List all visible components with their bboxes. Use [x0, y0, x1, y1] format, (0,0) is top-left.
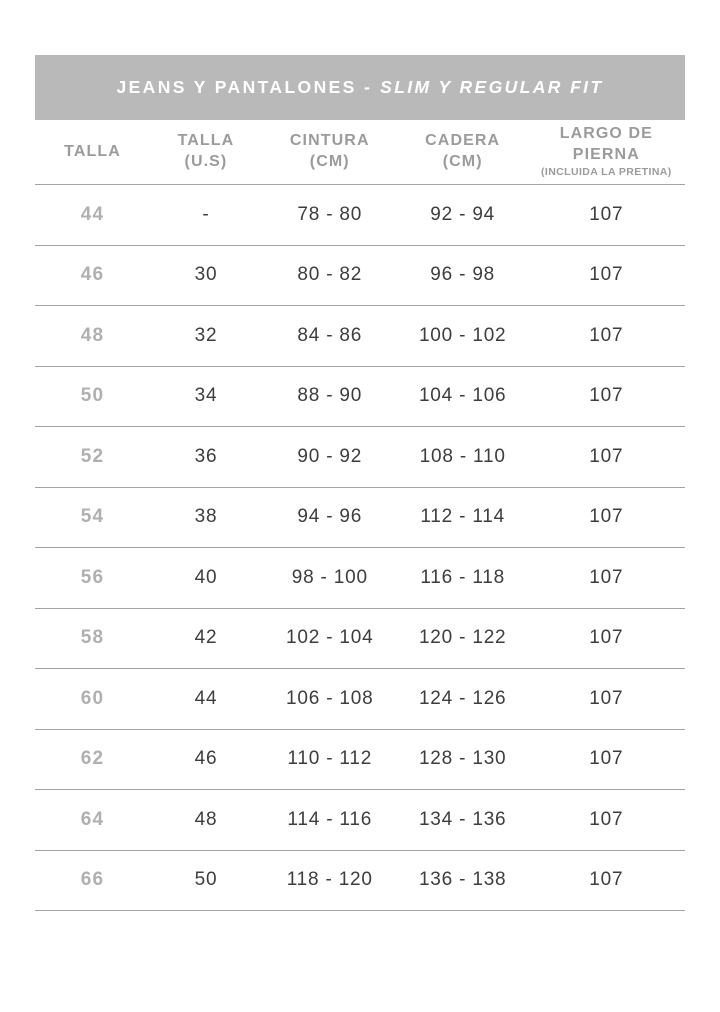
- column-header-label: LARGO DE: [559, 124, 653, 142]
- cell-talla: 62: [80, 748, 105, 770]
- cell-talla-us: 38: [194, 506, 218, 528]
- cell-cadera: 134 - 136: [418, 808, 507, 830]
- table-row: [35, 246, 685, 307]
- cell-cintura: 90 - 92: [297, 445, 363, 467]
- cell-largo-pierna: 107: [589, 445, 624, 467]
- cell-cadera: 120 - 122: [418, 627, 507, 649]
- cell-talla-us: 30: [194, 264, 218, 286]
- table-row: [35, 851, 685, 912]
- column-header-cintura: [262, 131, 398, 173]
- column-header-row: [35, 120, 685, 185]
- cell-talla: 58: [80, 627, 105, 649]
- column-header-largo-pierna: [528, 124, 685, 180]
- cell-talla-us: 34: [194, 385, 218, 407]
- cell-cintura: 88 - 90: [297, 385, 363, 407]
- cell-cadera: 128 - 130: [418, 748, 507, 770]
- table-row: [35, 427, 685, 488]
- table-row: [35, 548, 685, 609]
- table-row: [35, 488, 685, 549]
- cell-largo-pierna: 107: [589, 566, 624, 588]
- cell-cintura: 98 - 100: [291, 566, 368, 588]
- cell-cadera: 112 - 114: [420, 506, 506, 528]
- cell-talla: 54: [80, 506, 105, 528]
- column-header-label: PIERNA: [572, 145, 640, 163]
- size-chart: [35, 55, 685, 911]
- cell-cadera: 96 - 98: [430, 264, 496, 286]
- cell-talla-us: 40: [194, 566, 218, 588]
- cell-cadera: 100 - 102: [418, 324, 507, 346]
- cell-talla-us: -: [202, 203, 210, 225]
- table-row: [35, 185, 685, 246]
- cell-cintura: 114 - 116: [287, 808, 373, 830]
- size-chart-title: JEANS Y PANTALONES -: [116, 77, 373, 97]
- cell-largo-pierna: 107: [589, 748, 624, 770]
- cell-cadera: 124 - 126: [418, 687, 507, 709]
- cell-talla-us: 50: [194, 869, 218, 891]
- cell-talla-us: 32: [194, 324, 218, 346]
- table-row: [35, 669, 685, 730]
- cell-largo-pierna: 107: [589, 627, 624, 649]
- cell-talla: 56: [80, 566, 105, 588]
- column-header-note: (INCLUIDA LA PRETINA): [540, 166, 672, 179]
- column-header-unit: (U.S): [184, 153, 228, 170]
- column-header-label: CINTURA: [289, 132, 370, 150]
- table-row: [35, 790, 685, 851]
- cell-talla-us: 46: [194, 748, 218, 770]
- cell-talla: 46: [80, 264, 105, 286]
- cell-talla-us: 36: [194, 445, 218, 467]
- column-header-label: TALLA: [177, 132, 235, 150]
- size-chart-title-bar: [35, 55, 685, 120]
- cell-cadera: 92 - 94: [430, 203, 496, 225]
- cell-cadera: 116 - 118: [420, 566, 506, 588]
- cell-largo-pierna: 107: [589, 264, 624, 286]
- column-header-talla-us: [150, 131, 262, 173]
- cell-cintura: 94 - 96: [297, 506, 363, 528]
- cell-largo-pierna: 107: [589, 687, 624, 709]
- cell-cintura: 106 - 108: [286, 687, 374, 709]
- cell-cadera: 108 - 110: [419, 445, 506, 467]
- cell-cadera: 104 - 106: [418, 385, 507, 407]
- size-table-body: [35, 185, 685, 911]
- size-chart-title-fit: SLIM Y REGULAR FIT: [380, 77, 604, 97]
- cell-cintura: 80 - 82: [297, 264, 363, 286]
- cell-cintura: 78 - 80: [297, 203, 363, 225]
- cell-cadera: 136 - 138: [418, 869, 507, 891]
- cell-talla-us: 42: [194, 627, 218, 649]
- cell-talla-us: 44: [194, 687, 218, 709]
- column-header-label: CADERA: [425, 132, 501, 150]
- cell-largo-pierna: 107: [589, 385, 624, 407]
- column-header-unit: (CM): [442, 153, 483, 170]
- cell-cintura: 102 - 104: [286, 627, 374, 649]
- cell-cintura: 84 - 86: [297, 324, 363, 346]
- cell-largo-pierna: 107: [589, 808, 624, 830]
- cell-largo-pierna: 107: [589, 203, 624, 225]
- cell-talla: 66: [80, 869, 105, 891]
- cell-cintura: 118 - 120: [286, 869, 373, 891]
- column-header-unit: (CM): [309, 153, 350, 170]
- cell-talla: 52: [80, 445, 105, 467]
- table-row: [35, 367, 685, 428]
- cell-talla: 48: [80, 324, 105, 346]
- column-header-talla: [35, 142, 150, 163]
- cell-largo-pierna: 107: [589, 869, 624, 891]
- cell-largo-pierna: 107: [589, 506, 624, 528]
- table-row: [35, 730, 685, 791]
- cell-talla: 60: [80, 687, 105, 709]
- column-header-cadera: [398, 131, 528, 173]
- cell-cintura: 110 - 112: [287, 748, 373, 770]
- table-row: [35, 609, 685, 670]
- cell-talla: 64: [80, 808, 105, 830]
- column-header-label: TALLA: [64, 142, 121, 160]
- cell-talla-us: 48: [194, 808, 218, 830]
- cell-talla: 50: [80, 385, 105, 407]
- cell-largo-pierna: 107: [589, 324, 624, 346]
- table-row: [35, 306, 685, 367]
- cell-talla: 44: [80, 203, 105, 225]
